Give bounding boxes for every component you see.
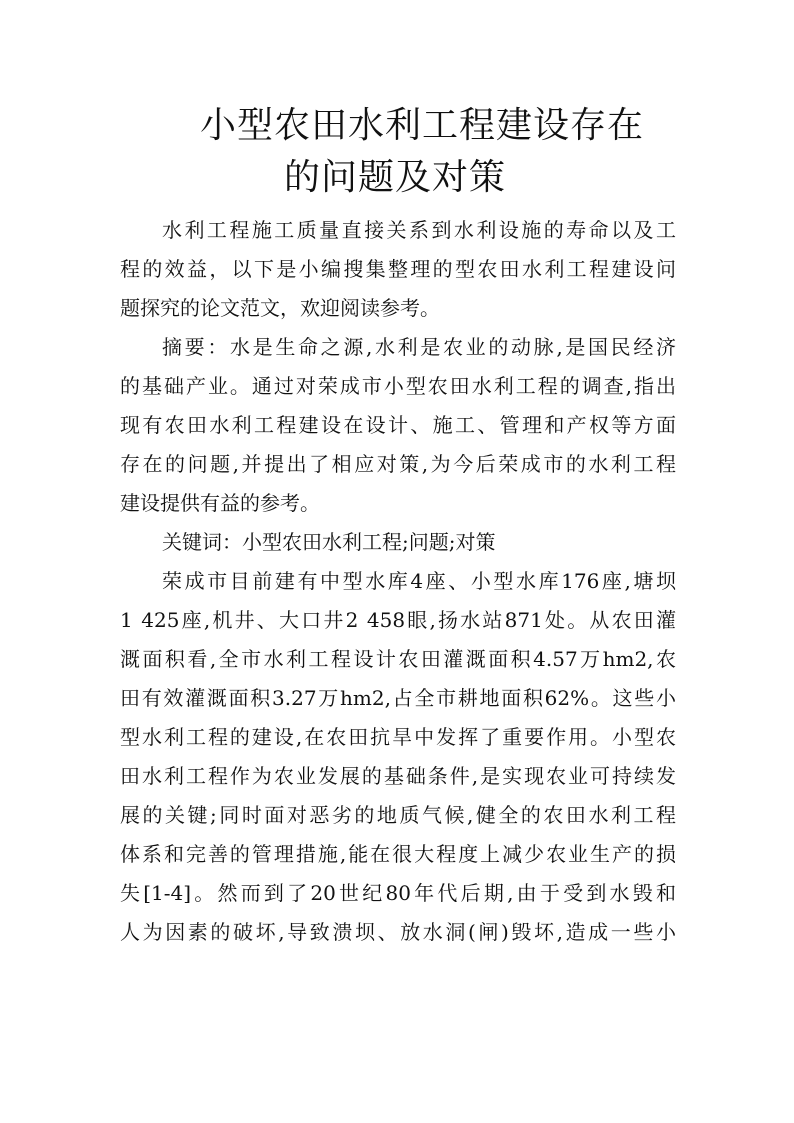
abstract-line-5: 建设提供有益的参考。 bbox=[120, 491, 320, 515]
document-body bbox=[120, 211, 676, 952]
body-line-2: 1 425座,机井、大口井2 458眼,扬水站871处。从农田灌 bbox=[120, 608, 676, 632]
document-title bbox=[200, 100, 700, 204]
keywords-paragraph bbox=[120, 523, 676, 562]
body-line-3: 溉面积看,全市水利工程设计农田灌溉面积4.57万hm2,农 bbox=[120, 647, 676, 671]
intro-line-2: 程的效益，以下是小编搜集整理的型农田水利工程建设问 bbox=[120, 257, 676, 281]
title-line-2: 的问题及对策 bbox=[284, 157, 507, 198]
title-line-1: 小型农田水利工程建设存在 bbox=[200, 105, 645, 146]
abstract-paragraph bbox=[120, 328, 676, 523]
keywords-line: 关键词：小型农田水利工程;问题;对策 bbox=[162, 530, 496, 554]
abstract-line-1: 摘要：水是生命之源,水利是农业的动脉,是国民经济 bbox=[162, 335, 676, 359]
body-line-8: 体系和完善的管理措施,能在很大程度上减少农业生产的损 bbox=[120, 842, 676, 866]
abstract-line-2: 的基础产业。通过对荣成市小型农田水利工程的调查,指出 bbox=[120, 374, 676, 398]
intro-paragraph bbox=[120, 211, 676, 328]
body-line-6: 田水利工程作为农业发展的基础条件,是实现农业可持续发 bbox=[120, 764, 676, 788]
body-line-5: 型水利工程的建设,在农田抗旱中发挥了重要作用。小型农 bbox=[120, 725, 676, 749]
body-line-10: 人为因素的破坏,导致溃坝、放水洞(闸)毁坏,造成一些小 bbox=[120, 920, 676, 944]
abstract-line-3: 现有农田水利工程建设在设计、施工、管理和产权等方面 bbox=[120, 413, 676, 437]
intro-line-1: 水利工程施工质量直接关系到水利设施的寿命以及工 bbox=[162, 218, 676, 242]
intro-line-3: 题探究的论文范文，欢迎阅读参考。 bbox=[120, 296, 440, 320]
abstract-line-4: 存在的问题,并提出了相应对策,为今后荣成市的水利工程 bbox=[120, 452, 676, 476]
body-line-7: 展的关键;同时面对恶劣的地质气候,健全的农田水利工程 bbox=[120, 803, 676, 827]
body-line-4: 田有效灌溉面积3.27万hm2,占全市耕地面积62%。这些小 bbox=[120, 686, 676, 710]
body-paragraph bbox=[120, 562, 676, 952]
body-line-9: 失[1-4]。然而到了20世纪80年代后期,由于受到水毁和 bbox=[120, 881, 676, 905]
body-line-1: 荣成市目前建有中型水库4座、小型水库176座,塘坝 bbox=[162, 569, 676, 593]
